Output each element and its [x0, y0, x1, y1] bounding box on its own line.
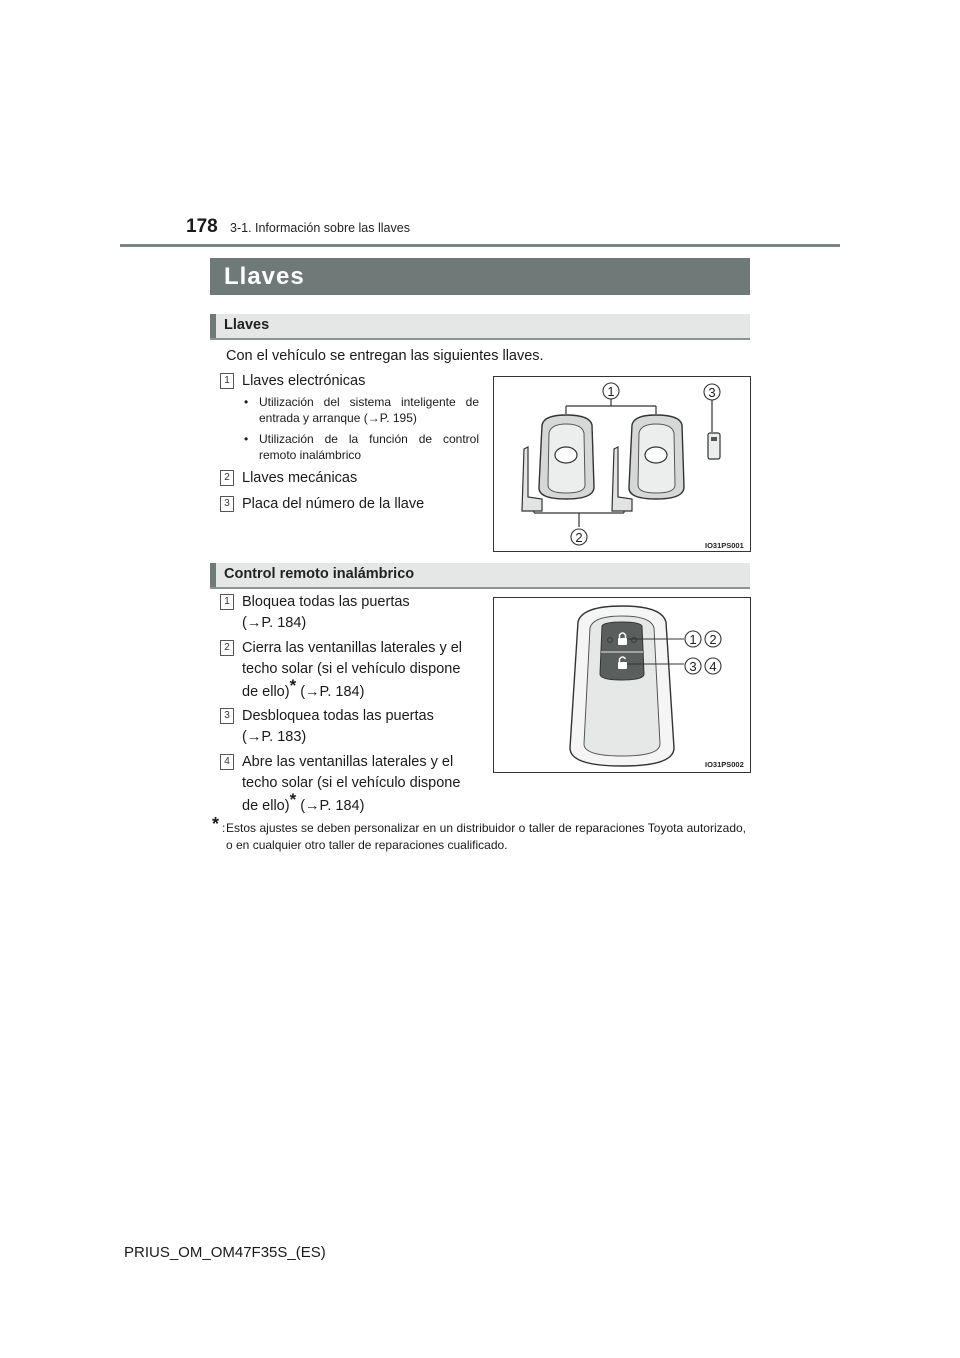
item-lock-all-doors: Bloquea todas las puertas (→P. 184) — [242, 594, 410, 631]
item-unlock-all-doors: Desbloquea todas las puertas (→P. 183) — [242, 708, 434, 745]
callout-1-label: 1 — [607, 384, 615, 399]
keys-figure — [493, 376, 751, 552]
item-close-windows: Cierra las ventanillas laterales y el techo solar (si el vehículo dispone de ello)* (→P. 184) — [242, 640, 463, 700]
intro-text: Con el vehículo se entregan las siguientes llaves. — [226, 348, 544, 364]
bullet-dot: • — [244, 432, 249, 446]
footnote-marker: * — [289, 676, 297, 695]
item-mechanical-keys: Llaves mecánicas — [242, 470, 358, 486]
section-heading-label: Llaves — [224, 317, 270, 333]
item-electronic-keys: Llaves electrónicas — [242, 373, 366, 389]
footnote-marker: * — [289, 790, 297, 809]
item-number-badge: 2 — [220, 640, 234, 656]
item-number-badge: 3 — [220, 708, 234, 724]
section-heading-label: Control remoto inalámbrico — [224, 566, 415, 582]
key-number-plate-icon — [708, 433, 720, 459]
item-key-number-plate: Placa del número de la llave — [242, 496, 425, 512]
callout-1-label: 1 — [689, 632, 697, 647]
page-title-bar — [210, 258, 750, 295]
callout-3-label: 3 — [689, 659, 697, 674]
bullet-text: Utilización de la función de control remoto inalámbrico — [259, 432, 479, 462]
callout-2-label: 2 — [575, 530, 583, 545]
electronic-key-2-icon — [629, 415, 684, 499]
bullet-dot: • — [244, 395, 249, 409]
bullet-text: Utilización del sistema inteligente de entrada y arranque (→P. 195) — [259, 395, 479, 425]
callout-2-label: 2 — [709, 632, 717, 647]
item-number-badge: 3 — [220, 496, 234, 512]
callout-3-label: 3 — [708, 385, 716, 400]
electronic-key-1-icon — [539, 415, 594, 499]
section-heading-remote — [210, 563, 750, 589]
callout-4-label: 4 — [709, 659, 717, 674]
footnote-marker: * — [212, 814, 220, 834]
remote-key-fob-icon — [570, 606, 674, 766]
item-number-badge: 2 — [220, 470, 234, 486]
item-open-windows: Abre las ventanillas laterales y el techo solar (si el vehículo dispone de ello)* (→P. 184) — [242, 754, 461, 814]
remote-figure — [493, 597, 751, 773]
footnote: * : Estos ajustes se deben personalizar en un distribuidor o taller de reparaciones Toyota autorizado, o en cualquier otro taller de reparaciones cualificado. — [212, 814, 746, 852]
footnote-text: Estos ajustes se deben personalizar en un distribuidor o taller de reparaciones Toyota autorizado, o en cualquier otro taller de reparaciones cualificado. — [226, 821, 746, 852]
keys-illustration — [494, 377, 750, 551]
page-title: Llaves — [224, 263, 305, 290]
item-number-badge: 1 — [220, 594, 234, 610]
figure-code: IO31PS002 — [705, 760, 744, 769]
header-rule — [120, 244, 840, 247]
document-footer: PRIUS_OM_OM47F35S_(ES) — [124, 1244, 326, 1261]
remote-illustration — [494, 598, 750, 772]
item-number-badge: 1 — [220, 373, 234, 389]
page-number: 178 — [186, 216, 218, 237]
figure-code: IO31PS001 — [705, 541, 744, 550]
item-number-badge: 4 — [220, 754, 234, 770]
running-head: 3-1. Información sobre las llaves — [230, 221, 410, 235]
section-heading-llaves — [210, 314, 750, 340]
